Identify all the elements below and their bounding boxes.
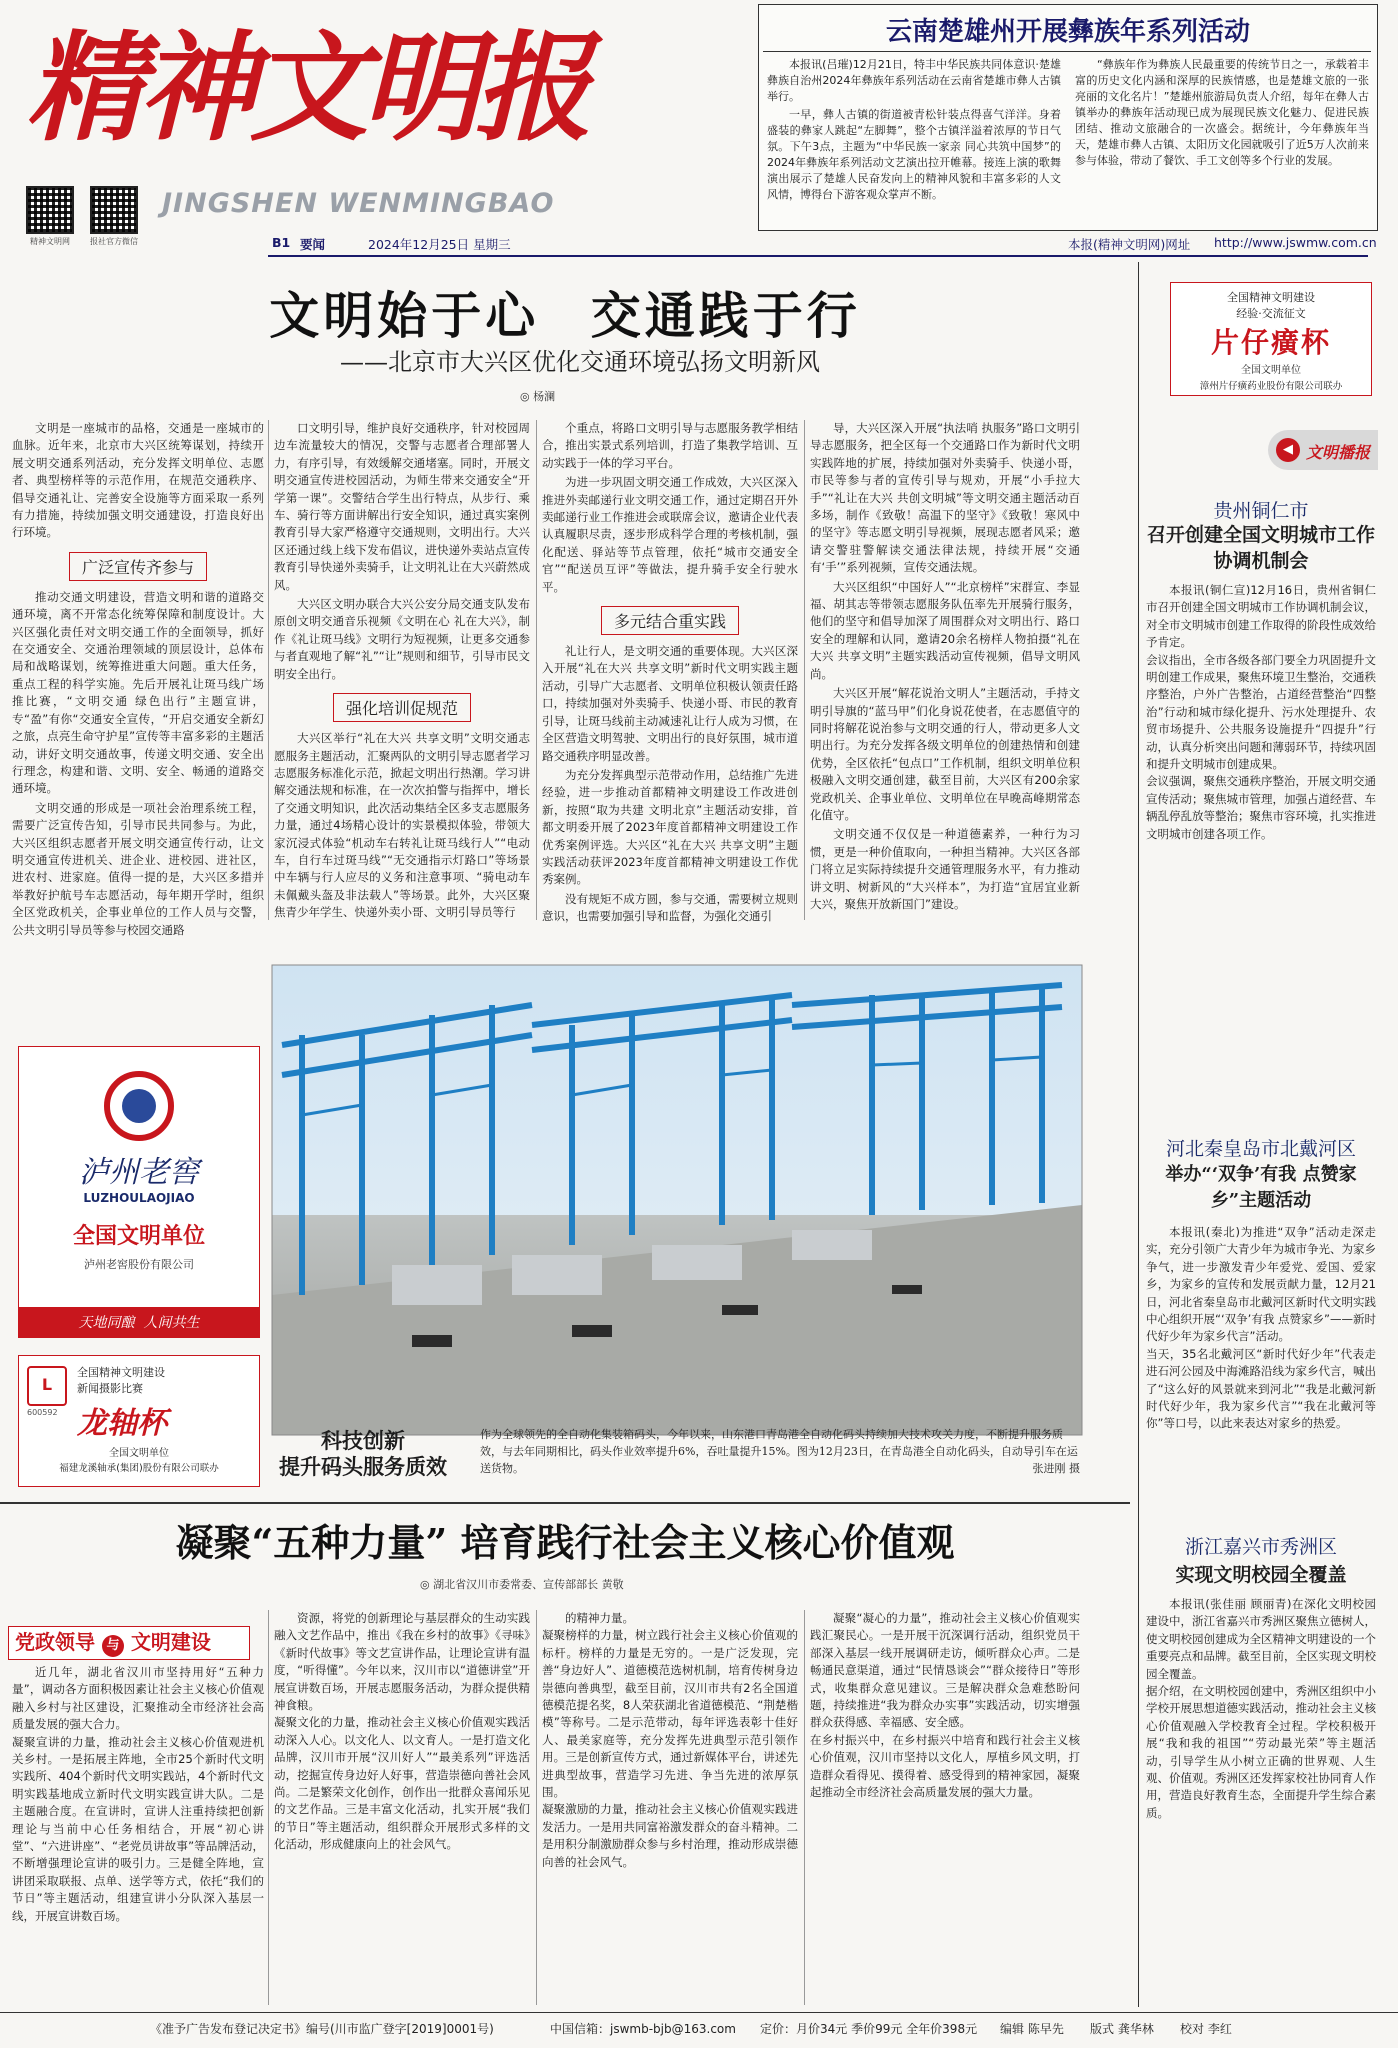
lead-paragraph: 大兴区举行“礼在大兴 共享文明”文明交通志愿服务主题活动，汇聚两队的文明引导志愿者学习志愿服务标准化示范，掀起文明出行热潮。学习讲解交通法规和标准，在一次次拍警与指挥中，增长了交通文明知识，此次活动集结全区多支志愿服务力量，通过4场精心设计的实景模拟体验，带领大家沉浸式体验“机动车右转礼让斑马线行人”“电动车，自行车过斑马线”“无交通指示灯路口”等场景中车辆与行人应尽的义务和注意事项、“骑电动车未佩戴头盔及非法载人”等场景。此外，大兴区聚焦青少年学生、快递外卖小哥、文明引导员等行 bbox=[274, 731, 530, 920]
lead-paragraph: 推动交通文明建设，营造文明和谐的道路交通环境，离不开常态化统筹保障和制度设计。大兴区强化责任对文明交通工作的全面领导，抓好在交通安全、交通治理领域的顶层设计，总体布局和战略谋划，统筹推进重大问题。重大任务，重点工程的科学实施。先后开展礼让斑马线广场推比赛，“文明交通 绿色出行”主题宣讲，专“盈”有你“交通安全宣传，“开启交通安全新幻之旅，点亮生命守护星”宣传等丰富多彩的主题活动，讲好文明交通故事，传递文明交通、安全出行理念，构建和谐、文明、安全、畅通的道路交通环境。 bbox=[12, 589, 264, 796]
top-story-paragraph: “彝族年作为彝族人民最重要的传统节日之一，承载着丰富的历史文化内涵和深厚的民族情感，也是楚雄文旅的一张亮丽的文化名片！”楚雄州旅游局负责人介绍，每年在彝人古镇举办的彝族年活动现已成为展现民族文化魅力、促进民族团结、推动文旅融合的一次盛会。据统计，今年彝族年当天，楚雄市彝人古镇、太阳历文化园就吸引了近5万人次前来参与体验，带动了餐饮、手工文创等多个行业的发展。 bbox=[1075, 58, 1369, 167]
photo-title: 科技创新 提升码头服务质效 bbox=[279, 1428, 447, 1479]
ad-pianzaihuang: 全国精神文明建设 经验·交流征文 片仔癀杯 全国文明单位 漳州片仔癀药业股份有限公司联办 bbox=[1170, 282, 1372, 396]
lead-paragraph: 口文明引导，维护良好交通秩序，针对校园周边车流量较大的情况，交警与志愿者合理部署人力，有序引导，有效缓解交通堵塞。同时，开展文明交通宣传进校园活动，为师生带来交通安全“开学第一课”。交警结合学生出行特点，从步行、乘车、骑行等方面讲解出行安全知识，通过真实案例教育引导大家严格遵守交通规则，文明出行。大兴区还通过线上线下发布倡议，进快递外卖站点宣传教育引导快递外卖骑手，让文明礼让在大兴蔚然成风。 bbox=[274, 421, 530, 592]
footer-permit: 《准予广告发布登记决定书》编号(川市监广登字[2019]0001号) bbox=[150, 2022, 494, 2036]
second-byline: ◎ 湖北省汉川市委常委、宣传部部长 黄敬 bbox=[420, 1578, 624, 1591]
ad-luzhou: 泸州老窖 LUZHOULAOJIAO 全国文明单位 泸州老窖股份有限公司 天地同酿 人间共生 bbox=[18, 1046, 260, 1338]
website-label: 本报(精神文明网)网址 bbox=[1068, 237, 1191, 252]
second-column-3 bbox=[542, 1610, 798, 2005]
lead-subhead-1: 广泛宣传齐参与 bbox=[12, 552, 264, 581]
lead-column-2 bbox=[274, 420, 530, 920]
masthead-title: 精神文明报 bbox=[26, 18, 587, 157]
top-story-paragraph: 本报讯(吕璀)12月21日，特丰中华民族共同体意识·楚雄彝族自治州2024年彝族年系列活动在云南省楚雄市彝人古镇举行。 bbox=[767, 58, 1061, 103]
lead-paragraph: 大兴区开展“解花说治文明人”主题活动，手持文明引导旗的“蓝马甲”们化身说花使者，在志愿值守的同时将解花说治参与文明交通的行人，带动更多人文明出行。为充分发挥各级文明单位的创建热情和创建优势，全区依托“包点口”工作机制，组织文明单位积极融入文明交通创建，截至目前，大兴区有200余家党政机关、企事业单位、文明单位在早晚高峰期常态化值守。 bbox=[810, 686, 1080, 822]
sidebar-story-2-body: 本报讯(秦北)为推进“双争”活动走深走实，充分引领广大青少年为城市争光、为家乡争气，进一步激发青少年爱党、爱国、爱家乡，为家乡的宣传和发展贡献力量，12月21日，河北省秦皇岛市北戴河区新时代文明实践中心组织开展“‘双争’有我 点赞家乡”——新时代好少年为家乡代言”活动。 当天，35名北戴河区“新时代好少年”代表走进石河公园及中海滩路沿线为家乡代言，喊出了“这么好的风景就来到河北”“我是北戴河新时代好少年，我为家乡代言”“我在北戴河等你”等口号，以此来表达对家乡的热爱。 bbox=[1146, 1225, 1376, 1431]
lead-paragraph: 文明交通的形成是一项社会治理系统工程，需要广泛宣传告知，引导市民共同参与。为此，大兴区组织志愿者开展文明交通宣传行动，让文明交通宣传进机关、进企业、进校园、进社区，进农村、进家庭。值得一提的是，大兴区多措并举教好护航号车志愿活动，每年期开学时，组织全区党政机关，企事业单位的工作人员与交警，公共文明引导员等参与校园交通路 bbox=[12, 800, 264, 937]
lead-paragraph: 为进一步巩固文明交通工作成效，大兴区深入推进外卖邮递行业文明交通工作，通过定期召开外卖邮递行业工作推进会或联席会议，邀请企业代表认真履职尽责，逐步形成科学合理的考核机制，强化配送、驿站等节点管理，依托“城市交通安全官”“配送员互评”等做法，提升骑手安全行驶水平。 bbox=[542, 475, 798, 594]
lead-byline: ◎ 杨澜 bbox=[520, 390, 556, 403]
sidebar-story-1-place: 贵州铜仁市 bbox=[1213, 500, 1309, 522]
dateline-bar bbox=[268, 233, 1377, 257]
lead-paragraph: 没有规矩不成方圆，参与交通，需要树立规则意识，也需要加强引导和监督，为强化交通引 bbox=[542, 891, 798, 924]
footer bbox=[0, 2018, 1398, 2042]
party-badge: 党政领导 与 文明建设 bbox=[8, 1626, 250, 1660]
footer-price: 定价：月价34元 季价99元 全年价398元 bbox=[760, 2022, 978, 2036]
lead-paragraph: 个重点，将路口文明引导与志愿服务教学相结合，推出实景式系列培训，打造了集教学培训、互动实践于一体的学习平台。 bbox=[542, 421, 798, 470]
footer-editor: 编辑 陈早先 bbox=[1000, 2022, 1064, 2036]
lead-subhead-2: 强化培训促规范 bbox=[274, 693, 530, 722]
lead-paragraph: 文明交通不仅仅是一种道德素养，一种行为习惯，更是一种价值取向，一种担当精神。大兴区各部门将立足实际持续提升交通管理服务水平，有力推动讲文明、树新风的“大兴样本”，为打造“宜居宜业新大兴，聚焦开放新国门”建设。 bbox=[810, 827, 1080, 911]
sidebar-story-1-title: 召开创建全国文明城市工作协调机制会 bbox=[1146, 524, 1375, 572]
footer-contact[interactable]: 中国信箱：jswmb-bjb@163.com bbox=[550, 2022, 736, 2036]
second-paragraph: 资源，将党的创新理论与基层群众的生动实践融入文艺作品中，推出《我在乡村的故事》《寻味》《新时代故事》等文艺宣讲作品，让理论宣讲有温度，“听得懂”。今年以来，汉川市以“道德讲堂”开展宣讲数百场，开展志愿服务活动，为群众提供精神食粮。 凝聚文化的力量，推动社会主义核心价值观实践活动深入人心。以文化人、以文育人。一是打造文化品牌，汉川市开展“汉川好人”“最美系列”评选活动，挖掘宣传身边好人好事，营造崇德向善社会风尚。二是繁荣文化创作，创作出一批群众喜闻乐见的文艺作品。三是丰富文化活动，扎实开展“我们的节日”等主题活动，组织群众开展形式多样的文化活动，形成健康向上的社会风气。 bbox=[274, 1611, 530, 1852]
top-story-body bbox=[767, 57, 1369, 227]
masthead bbox=[0, 0, 760, 260]
lead-paragraph: 礼让行人，是文明交通的重要体现。大兴区深入开展“礼在大兴 共享文明”新时代文明实践主题活动，引导广大志愿者、文明单位积极认领责任路口，持续加强对外卖骑手、快递小哥、市民的教育引导，让斑马线前主动减速礼让行人成为习惯，在全区营造文明驾驶、文明出行的良好氛围，城市道路交通秩序明显改善。 bbox=[542, 644, 798, 763]
lead-paragraph: 导，大兴区深入开展“执法哨 执服务”路口文明引导志愿服务，把全区每一个交通路口作为新时代文明实践阵地的扩展，持续加强对外卖骑手、快递小哥，市民等参与者的宣传引导与规劝，开展“小手拉大手”“礼让在大兴 共创文明城”等文明交通主题活动百多场，制作《致敬！高温下的坚守》《致敬！寒风中的坚守》等志愿文明引导视频，展现志愿者风采；邀请交警驻警解读交通法律法规，持续开展“交通有‘手’”系列视频，宣传交通法规。 bbox=[810, 421, 1080, 575]
photo-credit: 张进刚 摄 bbox=[1032, 1462, 1080, 1475]
photo-caption: 作为全球领先的全自动化集装箱码头，今年以来，山东港口青岛港全自动化码头持续加大技术攻关力度，不断提升服务质效，与去年同期相比，码头作业效率提升6%，吞吐量提升15%。图为12月23日，在青岛港全自动化码头，自动导引车在运送货物。 张进刚 摄 bbox=[480, 1428, 1080, 1475]
second-headline: 凝聚“五种力量” 培育践行社会主义核心价值观 bbox=[175, 1520, 955, 1565]
lead-headline: 文明始于心 交通践于行 bbox=[269, 286, 861, 345]
ad-luzhou-logo bbox=[104, 1071, 174, 1141]
lead-column-1 bbox=[12, 420, 264, 937]
second-column-2 bbox=[274, 1610, 530, 2005]
masthead-pinyin: JINGSHEN WENMINGBAO bbox=[162, 188, 555, 219]
website-url[interactable]: http://www.jswmw.com.cn bbox=[1214, 235, 1377, 250]
sidebar-story-2-place: 河北秦皇岛市北戴河区 bbox=[1165, 1138, 1356, 1160]
sidebar-story-3-title: 实现文明校园全覆盖 bbox=[1175, 1564, 1347, 1586]
second-column-1 bbox=[12, 1664, 264, 2004]
sidebar-story-1-body: 本报讯(铜仁宣)12月16日，贵州省铜仁市召开创建全国文明城市工作协调机制会议，对全市文明城市创建工作取得的阶段性成效给予肯定。 会议指出，全市各级各部门要全力巩固提升文明创建工作成果，聚焦环境卫生整治，交通秩序整治，户外广告整治，占道经营整治“四整治”行动和城市绿化提升、污水处理提升、农贸市场提升、公共服务设施提升“四提升”行动，认真分析突出问题和薄弱环节，持续巩固和提升文明城市创建成果。 会议强调，聚焦交通秩序整治，开展文明交通宣传活动；聚焦城市管理，加强占道经营、车辆乱停乱放等整治；聚焦市容环境，扎实推进文明城市创建各项工作。 bbox=[1146, 583, 1376, 841]
sidebar-story-3-place: 浙江嘉兴市秀洲区 bbox=[1184, 1536, 1337, 1558]
masthead-qr-2: 报社官方微信 bbox=[90, 186, 138, 247]
second-paragraph: 近几年，湖北省汉川市坚持用好“五种力量”，调动各方面积极因素让社会主义核心价值观融入乡村与社区建设，汇聚推动全市经济社会高质量发展的强大合力。 凝聚宣讲的力量，推动社会主义核心价值观进机关乡村。一是拓展主阵地，全市25个新时代文明实践所、404个新时代文明实践站，4个新时代文明实践基地成立新时代文明实践宣讲大队。二是主题融合度。在宣讲时，宣讲人注重持续把创新理论与当前中心任务相结合，开展“初心讲堂”、“六进讲座”、“老党员讲故事”等品牌活动，不断增强理论宣讲的吸引力。三是健全阵地，宣讲团采取联报、点单、送学等方式，依托“我们的节日”等主题活动，组建宣讲小分队深入基层一线，开展宣讲数百场。 bbox=[12, 1665, 264, 1923]
second-paragraph: 凝聚“凝心的力量”，推动社会主义核心价值观实践汇聚民心。一是开展干沉深调行活动，组织党员干部深入基层一线开展调研走访，倾听群众心声。二是畅通民意渠道，通过“民情恳谈会”“群众接待日”等形式，收集群众意见建议。三是解决群众急难愁盼问题，持续推进“我为群众办实事”实践活动，切实增强群众获得感、幸福感、安全感。 在乡村振兴中，在乡村振兴中培育和践行社会主义核心价值观，汉川市坚持以文化人，厚植乡风文明，打造群众看得见、摸得着、感受得到的精神家园，凝聚起推动全市经济社会高质量发展的强大力量。 bbox=[810, 1611, 1080, 1800]
lead-paragraph: 为充分发挥典型示范带动作用，总结推广先进经验，进一步推动首都精神文明建设工作改进创新，按照“取为共建 文明北京”主题活动安排，首都文明委开展了2023年度首都精神文明建设工作优秀案例评选。大兴区“礼在大兴 共享文明”主题实践活动获评2023年度首都精神文明建设工作优秀案例。 bbox=[542, 767, 798, 887]
ad-longzhou-logo: L bbox=[27, 1366, 67, 1406]
ad-longzhou: L 600592 全国精神文明建设 新闻摄影比赛 龙轴杯 全国文明单位 福建龙溪轴承(集团)股份有限公司联办 bbox=[18, 1355, 260, 1487]
port-photo-image bbox=[272, 965, 1082, 1435]
top-story-paragraph: 一早，彝人古镇的街道被青松针装点得喜气洋洋。身着盛装的彝家人跳起“左脚舞”，整个古镇洋溢着浓厚的节日气氛。下午3点，主题为“中华民族一家亲 同心共筑中国梦”的2024年彝族年系列活动文艺演出拉开帷幕。接连上演的歌舞演出展示了楚雄人民奋发向上的精神风貌和丰富多彩的人文风情，博得台下游客观众掌声不断。 bbox=[767, 108, 1061, 201]
lead-subhead-3: 多元结合重实践 bbox=[542, 606, 798, 635]
top-story-title: 云南楚雄州开展彝族年系列活动 bbox=[885, 17, 1250, 47]
masthead-qr-1: 精神文明网 bbox=[26, 186, 74, 247]
footer-layout: 版式 龚华林 bbox=[1090, 2022, 1154, 2036]
lead-column-4 bbox=[810, 420, 1080, 920]
second-column-4 bbox=[810, 1610, 1080, 2005]
section-tag-wenming: ◀ 文明播报 bbox=[1268, 430, 1378, 470]
lead-paragraph: 文明是一座城市的品格，交通是一座城市的血脉。近年来，北京市大兴区统筹谋划，持续开展文明交通系列活动，充分发挥文明单位、志愿者、典型榜样等的示范作用，在规范交通秩序、倡导交通礼让、完善安全设施等方面采取一系列有力措施，持续加强文明交通建设，打造良好出行环境。 bbox=[12, 421, 264, 540]
speaker-icon: ◀ bbox=[1276, 438, 1300, 462]
lead-subheadline: ——北京市大兴区优化交通环境弘扬文明新风 bbox=[340, 348, 820, 376]
lead-paragraph: 大兴区组织“中国好人”“北京榜样”宋群宣、李显福、胡其志等带领志愿服务队伍率先开展骑行服务，他们的坚守和倡导加深了周围群众对文明出行、路口安全的理解和认同，邀请20余名榜样人物拍摄“礼在大兴 共享文明”主题实践活动宣传视频，倡导文明风尚。 bbox=[810, 579, 1080, 681]
lead-column-3 bbox=[542, 420, 798, 924]
page-number: B1 bbox=[272, 235, 291, 250]
second-paragraph: 的精神力量。 凝聚榜样的力量，树立践行社会主义核心价值观的标杆。榜样的力量是无穷的。一是广泛发现，完善“身边好人”、道德模范选树机制，培育传树身边崇德向善典型，截至目前，汉川市共有2名全国道德模范提名奖，8人荣获湖北省道德模范、“荆楚楷模”等称号。二是示范带动，每年评选表彰十佳好人、最美家庭等，充分发挥先进典型示范引领作用。三是创新宣传方式，通过新媒体平台，讲述先进典型故事，营造学习先进、争当先进的浓厚氛围。 凝聚激励的力量，推动社会主义核心价值观实践进发活力。一是用共同富裕激发群众的奋斗精神。二是用积分制激励群众参与乡村治理，推动形成崇德向善的社会风气。 bbox=[542, 1611, 798, 1869]
page-section: 要闻 bbox=[300, 237, 326, 252]
lead-paragraph: 大兴区文明办联合大兴公安分局交通支队发布原创文明交通音乐视频《文明在心 礼在大兴》，制作《礼让斑马线》文明行为短视频，让更多交通参与者直观地了解“礼”“让”规则和细节，引导市民文明安全出行。 bbox=[274, 597, 530, 681]
issue-date: 2024年12月25日 星期三 bbox=[368, 237, 511, 252]
port-photo bbox=[272, 965, 1082, 1435]
sidebar-story-3-body: 本报讯(张佳丽 顾丽青)在深化文明校园建设中，浙江省嘉兴市秀洲区聚焦立德树人，使文明校园创建成为全区精神文明建设的一个重要亮点和品牌。截至目前，全区实现文明校园全覆盖。 据介绍，在文明校园创建中，秀洲区组织中小学校开展思想道德实践活动，推动社会主义核心价值观融入学校教育全过程。学校积极开展“我和我的祖国”“劳动最光荣”等主题活动，引导学生从小树立正确的世界观、人生观、价值观。秀洲区还发挥家校社协同育人作用，营造良好教育生态，全面提升学生综合素质。 bbox=[1146, 1597, 1376, 1820]
footer-proof: 校对 李红 bbox=[1180, 2022, 1232, 2036]
sidebar-story-2-title: 举办“‘双争’有我 点赞家乡”主题活动 bbox=[1165, 1164, 1357, 1211]
top-story bbox=[758, 4, 1378, 231]
